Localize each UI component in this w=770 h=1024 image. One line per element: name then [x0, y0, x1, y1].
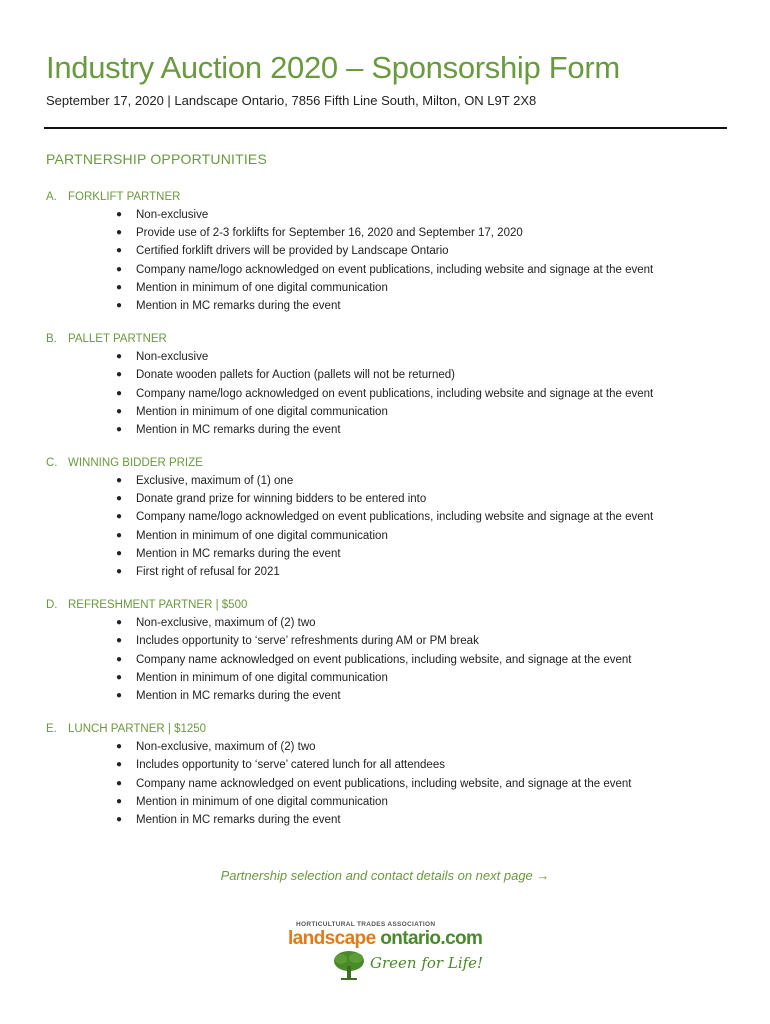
list-item-text: Company name/logo acknowledged on event publications, including website and signage at the event	[136, 511, 654, 524]
section-letter: E.	[46, 723, 57, 736]
page-subtitle: September 17, 2020 | Landscape Ontario, 7856 Fifth Line South, Milton, ON L9T 2X8	[46, 93, 537, 108]
list-item	[0, 546, 770, 564]
bullet-list	[0, 473, 770, 582]
list-item	[0, 564, 770, 582]
bullet-list	[0, 207, 770, 316]
bullet-icon: ●	[116, 635, 123, 647]
bullet-icon: ●	[116, 369, 123, 381]
list-item-text: Mention in MC remarks during the event	[136, 299, 341, 312]
list-item-text: Mention in minimum of one digital communication	[136, 529, 388, 542]
bullet-list	[0, 739, 770, 830]
section-title: FORKLIFT PARTNER	[68, 191, 181, 203]
section-letter: A.	[46, 191, 57, 203]
section-header	[0, 457, 770, 473]
list-item-text: Provide use of 2-3 forklifts for September 16, 2020 and September 17, 2020	[136, 227, 523, 240]
section-c	[0, 457, 770, 582]
bullet-icon: ●	[116, 281, 123, 293]
bullet-icon: ●	[116, 299, 123, 311]
list-item	[0, 473, 770, 491]
list-item	[0, 509, 770, 527]
section-header	[0, 599, 770, 615]
list-item	[0, 812, 770, 830]
list-item-text: Includes opportunity to ‘serve’ catered lunch for all attendees	[136, 759, 445, 772]
list-item	[0, 262, 770, 280]
section-heading: PARTNERSHIP OPPORTUNITIES	[46, 151, 268, 167]
bullet-icon: ●	[116, 777, 123, 789]
section-b	[0, 333, 770, 440]
list-item-text: Non-exclusive, maximum of (2) two	[136, 617, 316, 630]
list-item	[0, 422, 770, 440]
bullet-list	[0, 349, 770, 440]
logo-association-text: HORTICULTURAL TRADES ASSOCIATION	[296, 921, 436, 928]
list-item-text: Mention in minimum of one digital communication	[136, 405, 388, 418]
list-item	[0, 386, 770, 404]
list-item	[0, 298, 770, 316]
bullet-icon: ●	[116, 405, 123, 417]
bullet-icon: ●	[116, 741, 123, 753]
bullet-icon: ●	[116, 566, 123, 577]
bullet-icon: ●	[116, 227, 123, 239]
bullet-icon: ●	[116, 263, 123, 275]
section-title: PALLET PARTNER	[68, 333, 167, 346]
landscape-ontario-logo	[288, 918, 488, 984]
list-item	[0, 633, 770, 651]
list-item-text: Includes opportunity to ‘serve’ refreshments during AM or PM break	[136, 635, 479, 648]
list-item	[0, 280, 770, 298]
bullet-icon: ●	[116, 617, 123, 629]
next-page-note-text: Partnership selection and contact details on next page	[220, 868, 533, 883]
list-item	[0, 207, 770, 225]
section-title: LUNCH PARTNER | $1250	[68, 723, 207, 736]
section-letter: B.	[46, 333, 57, 346]
logo-tagline: Green for Life!	[370, 954, 484, 972]
bullet-icon: ●	[116, 813, 123, 825]
list-item-text: Non-exclusive	[136, 209, 209, 221]
list-item-text: First right of refusal for 2021	[136, 566, 280, 578]
logo-wordmark-part1: landscape	[288, 928, 381, 949]
list-item	[0, 776, 770, 794]
list-item	[0, 225, 770, 243]
logo-wordmark-part2: ontario.com	[380, 928, 483, 949]
bullet-list	[0, 615, 770, 706]
section-a	[0, 191, 770, 316]
list-item	[0, 615, 770, 633]
list-item-text: Mention in MC remarks during the event	[136, 813, 341, 826]
tree-icon	[332, 950, 366, 980]
list-item	[0, 349, 770, 367]
list-item-text: Mention in minimum of one digital communication	[136, 671, 388, 684]
list-item-text: Mention in MC remarks during the event	[136, 689, 341, 702]
section-header	[0, 333, 770, 349]
section-letter: C.	[46, 457, 58, 470]
list-item	[0, 757, 770, 775]
section-d	[0, 599, 770, 706]
list-item	[0, 528, 770, 546]
bullet-icon: ●	[116, 759, 123, 771]
list-item-text: Certified forklift drivers will be provided by Landscape Ontario	[136, 245, 449, 258]
next-page-note	[0, 868, 770, 883]
list-item-text: Company name/logo acknowledged on event publications, including website and signage at the event	[136, 387, 654, 400]
bullet-icon: ●	[116, 671, 123, 683]
bullet-icon: ●	[116, 547, 123, 559]
list-item-text: Non-exclusive	[136, 351, 209, 364]
section-title: REFRESHMENT PARTNER | $500	[68, 599, 248, 612]
list-item	[0, 491, 770, 509]
list-item-text: Company name acknowledged on event publications, including website, and signage at the event	[136, 653, 632, 666]
bullet-icon: ●	[116, 529, 123, 541]
section-title: WINNING BIDDER PRIZE	[68, 457, 203, 470]
arrow-right-icon: →	[536, 868, 550, 883]
bullet-icon: ●	[116, 475, 123, 487]
list-item	[0, 670, 770, 688]
bullet-icon: ●	[116, 423, 123, 435]
list-item-text: Mention in minimum of one digital communication	[136, 281, 388, 294]
bullet-icon: ●	[116, 209, 123, 220]
section-e	[0, 723, 770, 830]
list-item-text: Mention in minimum of one digital communication	[136, 795, 388, 808]
section-letter: D.	[46, 599, 58, 612]
bullet-icon: ●	[116, 387, 123, 399]
list-item	[0, 367, 770, 385]
bullet-icon: ●	[116, 689, 123, 701]
bullet-icon: ●	[116, 795, 123, 807]
list-item-text: Company name/logo acknowledged on event publications, including website and signage at the event	[136, 263, 654, 276]
list-item	[0, 243, 770, 261]
section-header	[0, 191, 770, 207]
bullet-icon: ●	[116, 351, 123, 363]
header-divider	[44, 127, 727, 129]
page-title: Industry Auction 2020 – Sponsorship Form	[46, 50, 620, 85]
list-item	[0, 688, 770, 706]
list-item	[0, 652, 770, 670]
bullet-icon: ●	[116, 511, 123, 523]
list-item-text: Mention in MC remarks during the event	[136, 547, 341, 560]
list-item-text: Donate wooden pallets for Auction (pallets will not be returned)	[136, 369, 455, 382]
list-item	[0, 794, 770, 812]
section-header	[0, 723, 770, 739]
list-item-text: Exclusive, maximum of (1) one	[136, 475, 294, 488]
partnership-sections	[0, 191, 770, 830]
list-item-text: Mention in MC remarks during the event	[136, 423, 341, 436]
list-item-text: Company name acknowledged on event publications, including website, and signage at the event	[136, 777, 632, 790]
bullet-icon: ●	[116, 245, 123, 257]
logo-wordmark	[288, 928, 482, 950]
bullet-icon: ●	[116, 493, 123, 505]
list-item	[0, 739, 770, 757]
list-item-text: Donate grand prize for winning bidders to be entered into	[136, 493, 427, 506]
bullet-icon: ●	[116, 653, 123, 665]
list-item-text: Non-exclusive, maximum of (2) two	[136, 741, 316, 754]
list-item	[0, 404, 770, 422]
